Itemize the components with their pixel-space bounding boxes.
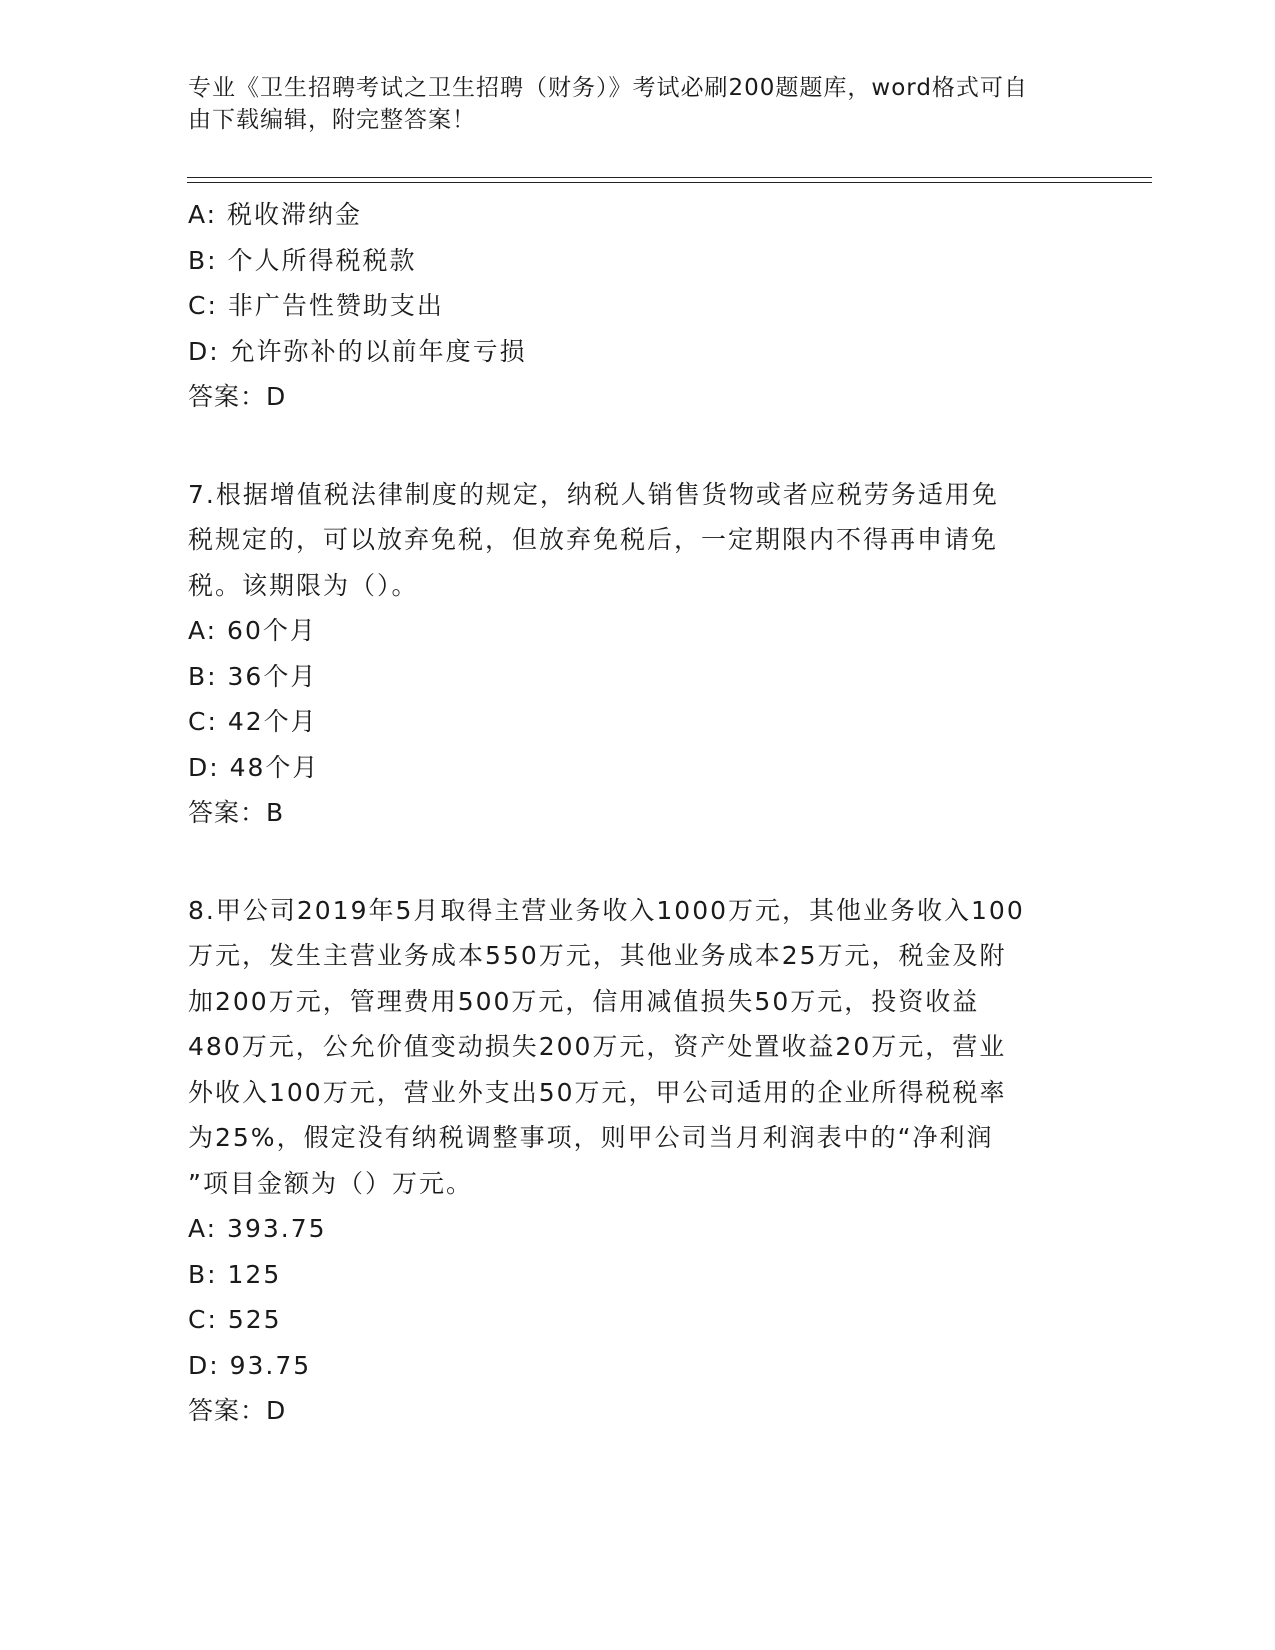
answer-line: 答案：D xyxy=(188,1396,287,1425)
question-7-line-2: 税规定的，可以放弃免税，但放弃免税后，一定期限内不得再申请免 xyxy=(188,525,999,554)
option-c: C: 525 xyxy=(188,1305,282,1334)
header-line-2: 由下载编辑，附完整答案！ xyxy=(188,107,476,133)
answer-line: 答案：B xyxy=(188,798,285,827)
option-b: B: 个人所得税税款 xyxy=(188,245,417,275)
option-b: B: 36个月 xyxy=(188,661,318,691)
option-b: B: 125 xyxy=(188,1259,282,1289)
question-8-line-5: 外收入100万元，营业外支出50万元，甲公司适用的企业所得税税率 xyxy=(188,1077,1007,1107)
spacer xyxy=(188,836,1088,888)
header-line-1: 专业《卫生招聘考试之卫生招聘（财务）》考试必刷200题题库，word格式可自 xyxy=(188,75,1028,101)
question-8-line-2: 万元，发生主营业务成本550万元，其他业务成本25万元，税金及附 xyxy=(188,941,1007,970)
option-a: A: 税收滞纳金 xyxy=(188,200,363,229)
option-c: C: 42个月 xyxy=(188,707,318,736)
question-8-line-6: 为25%，假定没有纳税调整事项，则甲公司当月利润表中的“净利润 xyxy=(188,1123,994,1152)
question-7-line-1: 7.根据增值税法律制度的规定，纳税人销售货物或者应税劳务适用免 xyxy=(188,479,999,509)
previous-question-block xyxy=(188,192,1088,420)
option-a: A: 60个月 xyxy=(188,616,317,645)
document-header xyxy=(188,72,1078,136)
option-a: A: 393.75 xyxy=(188,1214,327,1243)
question-7-block xyxy=(188,472,1088,836)
question-8-line-7: ”项目金额为（）万元。 xyxy=(188,1168,473,1198)
question-8-line-3: 加200万元，管理费用500万元，信用减值损失50万元，投资收益 xyxy=(188,986,980,1016)
option-c: C: 非广告性赞助支出 xyxy=(188,291,444,320)
option-d: D: 允许弥补的以前年度亏损 xyxy=(188,336,527,366)
spacer xyxy=(188,420,1088,472)
answer-line: 答案：D xyxy=(188,382,287,411)
question-7-line-3: 税。该期限为（）。 xyxy=(188,570,419,600)
document-content xyxy=(188,192,1088,1434)
header-divider-top xyxy=(187,177,1152,178)
header-divider-bottom xyxy=(187,182,1152,183)
question-8-line-4: 480万元，公允价值变动损失200万元，资产处置收益20万元，营业 xyxy=(188,1032,1007,1061)
question-8-line-1: 8.甲公司2019年5月取得主营业务收入1000万元，其他业务收入100 xyxy=(188,895,1025,925)
option-d: D: 48个月 xyxy=(188,752,320,782)
option-d: D: 93.75 xyxy=(188,1350,312,1380)
question-8-block xyxy=(188,888,1088,1434)
